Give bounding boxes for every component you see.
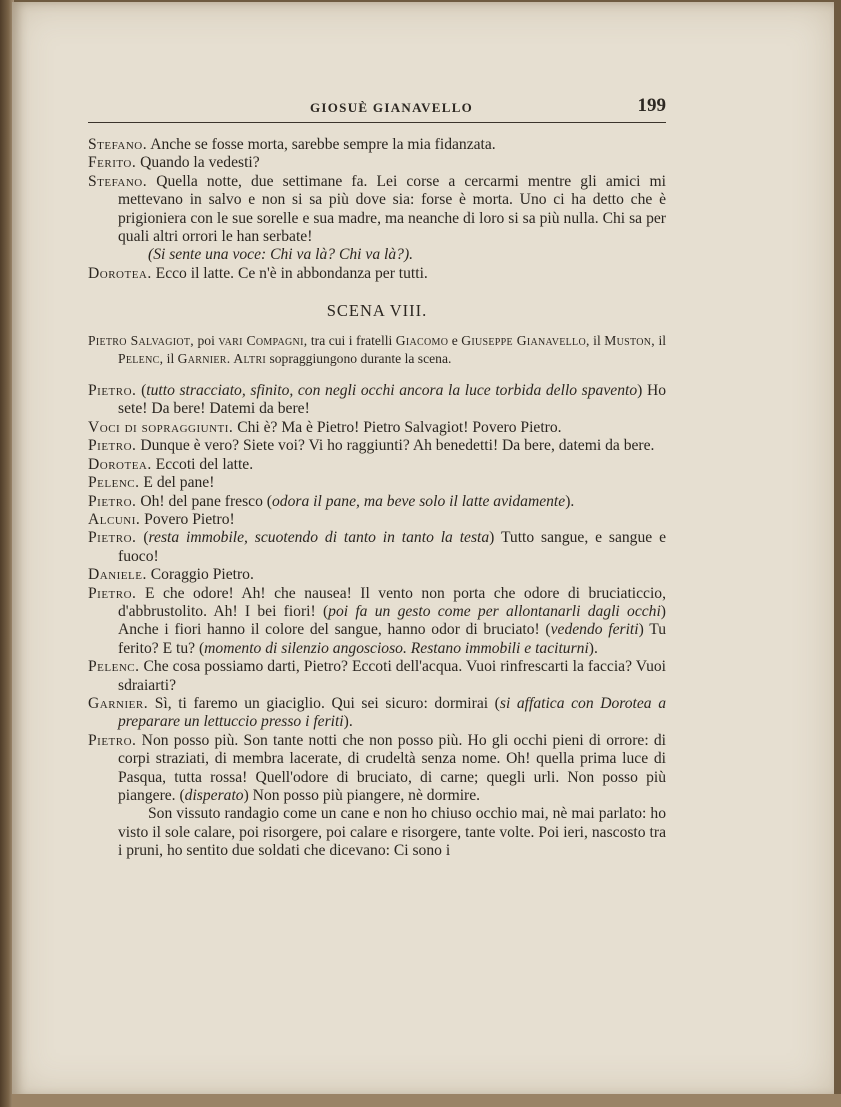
dialogue-line bbox=[88, 382, 666, 419]
cast-name: Giacomo bbox=[395, 332, 449, 348]
dialogue-line bbox=[88, 173, 666, 247]
speaker-name: Alcuni. bbox=[88, 510, 141, 528]
stage-direction: disperato bbox=[184, 787, 244, 804]
cast-text: il bbox=[589, 332, 605, 348]
cast-text: il bbox=[654, 332, 667, 348]
stage-direction: (Si sente una voce: Chi va là? Chi va là?). bbox=[148, 246, 414, 264]
page-bottom-edge bbox=[12, 1094, 841, 1107]
speaker-name: Dorotea. bbox=[88, 455, 152, 473]
speaker-name: Garnier. bbox=[88, 694, 149, 712]
cast-name: Giuseppe Gianavello, bbox=[461, 332, 590, 348]
speaker-name: Pietro. bbox=[88, 492, 137, 510]
dialogue-text: Anche se fosse morta, sarebbe sempre la mia fidanzata. bbox=[147, 136, 496, 153]
stage-direction: si affatica con Dorotea a preparare un lettuccio presso i feriti bbox=[118, 694, 666, 731]
dialogue-line bbox=[88, 474, 666, 492]
dialogue-text: Quella notte, due settimane fa. Lei corse a cercarmi mentre gli amici mi mettevano in salvo e non si sa più dove sia: forse è morta. Uno ci ha detto che è prigioniera con le sue sorelle e sua madre, ma neanche di loro si sa più nulla. Chi sa per quali altri orrori le han serbate! bbox=[118, 172, 666, 246]
running-title: GIOSUÈ GIANAVELLO bbox=[310, 100, 474, 115]
dialogue-text: ) Anche i fiori hanno il colore del sangue, hanno odor di bruciato! ( bbox=[118, 602, 666, 639]
dialogue-line bbox=[88, 136, 666, 154]
speaker-name: Pelenc. bbox=[88, 474, 140, 492]
dialogue-line bbox=[88, 732, 666, 806]
dialogue-line bbox=[88, 493, 666, 511]
dialogue-text: ). bbox=[343, 713, 353, 731]
stage-direction: odora il pane, ma beve solo il latte avidamente bbox=[272, 492, 566, 510]
dialogue-line bbox=[88, 511, 666, 529]
dialogue-text: Sì, ti faremo un giaciglio. Qui sei sicuro: dormirai ( bbox=[148, 694, 500, 712]
dialogue-text: ) Non posso più piangere, nè dormire. bbox=[243, 787, 481, 804]
cast-name: Pietro Salvagiot, bbox=[88, 332, 194, 348]
dialogue-line bbox=[88, 419, 666, 437]
cast-text: poi bbox=[194, 332, 219, 348]
dialogue-text: ( bbox=[136, 382, 147, 400]
cast-name: Garnier. Altri bbox=[177, 350, 267, 366]
cast-text: sopraggiungono durante la scena. bbox=[266, 350, 452, 366]
cast-text: tra cui i fratelli bbox=[307, 332, 396, 348]
dialogue-text: Dunque è vero? Siete voi? Vi ho raggiunti? Ah benedetti! Da bere, datemi da bere. bbox=[136, 437, 655, 455]
dialogue-text: E del pane! bbox=[139, 474, 215, 492]
cast-text: e bbox=[448, 332, 462, 348]
dialogue-text: Non posso più. Son tante notti che non posso più. Ho gli occhi pieni di orrore: di corpi straziati, di membra lacerate, di crudeltà senza nome. Oh! quella prima luce di Pasqua, tutta rossa! Quell'odore di bruciato, di carne; quegli urli. Non posso più piangere. ( bbox=[118, 731, 666, 804]
dialogue-text: ) Tu ferito? E tu? ( bbox=[118, 621, 666, 657]
stage-direction: momento di silenzio angoscioso. Restano immobili e taciturni bbox=[204, 639, 589, 657]
speaker-name: Dorotea. bbox=[88, 264, 152, 282]
speaker-name: Pietro. bbox=[88, 731, 137, 749]
stage-direction: poi fa un gesto come per allontanarli dagli occhi bbox=[328, 602, 661, 620]
speaker-name: Voci di sopraggiunti. bbox=[88, 418, 234, 436]
dialogue-line bbox=[88, 154, 666, 172]
dialogue-text: ( bbox=[136, 529, 149, 547]
dialogue-text: Coraggio Pietro. bbox=[146, 566, 254, 584]
speaker-name: Ferito. bbox=[88, 154, 137, 172]
speaker-name: Pietro. bbox=[88, 584, 137, 602]
dialogue-text: Povero Pietro! bbox=[140, 510, 235, 528]
speaker-name: Pelenc. bbox=[88, 658, 140, 676]
scene-title: SCENA VIII. bbox=[326, 301, 428, 321]
dialogue-text: ). bbox=[588, 639, 598, 657]
dialogue-line bbox=[88, 658, 666, 695]
dialogue-text: Che cosa possiamo darti, Pietro? Eccoti dell'acqua. Vuoi rinfrescarti la faccia? Vuoi sdraiarti? bbox=[118, 658, 666, 694]
dialogue-text: Oh! del pane fresco ( bbox=[136, 492, 272, 510]
dialogue-text: Chi è? Ma è Pietro! Pietro Salvagiot! Povero Pietro. bbox=[233, 418, 562, 436]
cast-name: Pelenc, bbox=[118, 350, 164, 366]
stage-direction: vedendo feriti bbox=[550, 621, 639, 639]
dialogue-text: E che odore! Ah! che nausea! Il vento non porta che odore di bruciaticcio, d'abbrustolito. Ah! I bei fiori! ( bbox=[118, 584, 666, 620]
dialogue-line bbox=[88, 529, 666, 566]
dialogue-text: ). bbox=[565, 492, 575, 510]
speaker-name: Pietro. bbox=[88, 382, 137, 400]
dialogue-line bbox=[88, 566, 666, 584]
dialogue-text: ) Ho sete! Da bere! Datemi da bere! bbox=[118, 382, 666, 418]
page-number: 199 bbox=[637, 95, 666, 116]
dialogue-line bbox=[88, 265, 666, 283]
speaker-name: Daniele. bbox=[88, 566, 147, 584]
speaker-name: Pietro. bbox=[88, 437, 137, 455]
dialogue-line bbox=[88, 585, 666, 659]
page-header bbox=[88, 95, 666, 123]
cast-name: vari Compagni, bbox=[218, 332, 308, 348]
stage-direction: resta immobile, scuotendo di tanto in tanto la testa bbox=[148, 529, 490, 547]
speaker-name: Pietro. bbox=[88, 529, 137, 547]
dialogue-text: Quando la vedesti? bbox=[136, 154, 260, 172]
speaker-name: Stefano. bbox=[88, 172, 148, 190]
cast-text: il bbox=[163, 350, 178, 366]
dialogue-line bbox=[88, 695, 666, 732]
cast-list bbox=[88, 332, 666, 368]
dialogue-text: Eccoti del latte. bbox=[151, 455, 254, 473]
dialogue-text: Ecco il latte. Ce n'è in abbondanza per tutti. bbox=[151, 264, 428, 282]
speaker-name: Stefano. bbox=[88, 136, 148, 153]
dialogue-text: ) Tutto sangue, e sangue e fuoco! bbox=[118, 529, 666, 565]
dialogue-line bbox=[88, 437, 666, 455]
stage-direction: tutto stracciato, sfinito, con negli occhi ancora la luce torbida dello spavento bbox=[146, 382, 638, 400]
dialogue-line bbox=[88, 456, 666, 474]
dialogue-continuation: Son vissuto randagio come un cane e non ho chiuso occhio mai, nè mai parlato: ho visto il sole calare, poi risorgere, poi calare e risorgere, tante volte. Poi ieri, nascosto tra i pruni, ho sentito due soldati che dicevano: Ci sono i bbox=[118, 805, 666, 860]
cast-name: Muston, bbox=[604, 332, 655, 348]
page-body bbox=[88, 136, 666, 861]
